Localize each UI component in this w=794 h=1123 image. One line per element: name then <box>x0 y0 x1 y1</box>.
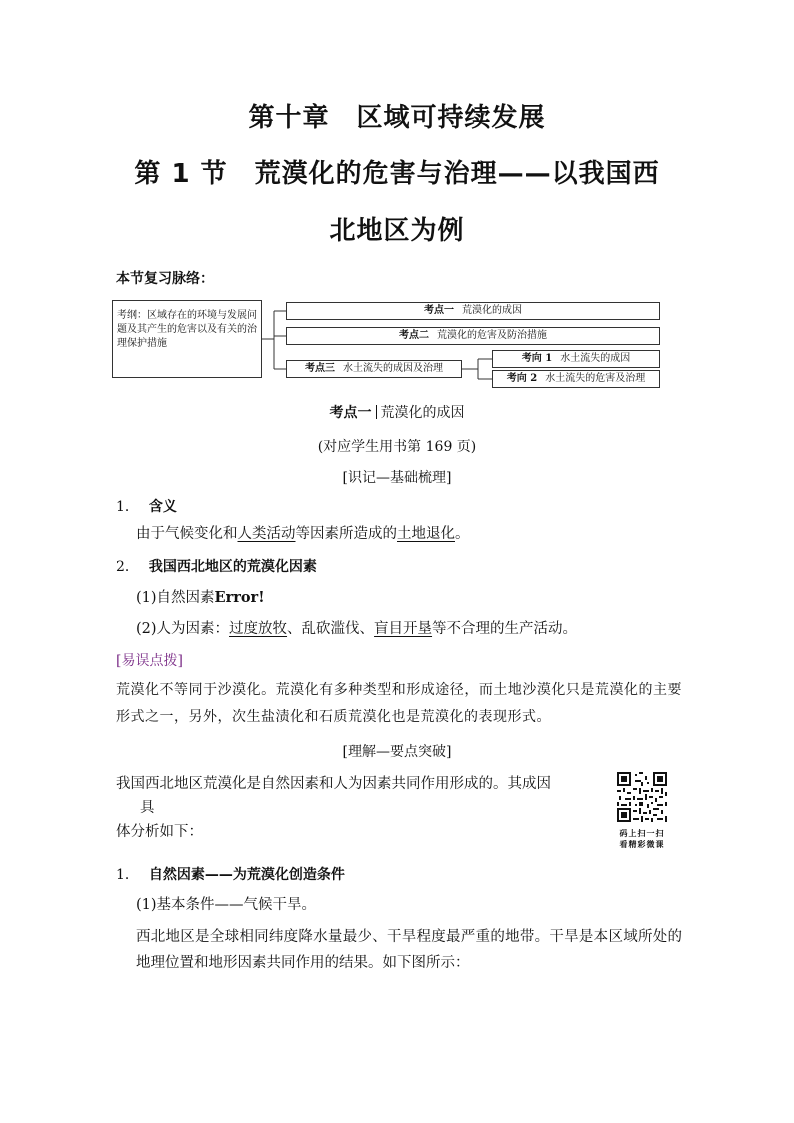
point1-text: 荒漠化的成因 <box>462 305 522 316</box>
item2-sub1-prefix: (1)自然因素 <box>136 590 215 606</box>
point-heading-title: 荒漠化的成因 <box>380 405 465 421</box>
item2-underline-reclamation: 盲目开垦 <box>374 621 433 637</box>
memorize-heading: [识记—基础梳理] <box>342 470 452 486</box>
subpoint1-key: 考向 1 <box>521 353 553 364</box>
point3-box <box>286 360 462 378</box>
item1-text-a: 由于气候变化和 <box>136 526 238 542</box>
tip-body: 荒漠化不等同于沙漠化。荒漠化有多种类型和形成途径，而土地沙漠化只是荒漠化的主要形式之一，另外，次生盐渍化和石质荒漠化也是荒漠化的表现形式。 <box>116 682 682 725</box>
point-heading <box>0 402 794 422</box>
page-reference: (对应学生用书第 169 页) <box>317 439 477 455</box>
chapter-title: 第十章 区域可持续发展 <box>248 103 546 133</box>
item1-underline-land-degradation: 土地退化 <box>397 526 455 542</box>
analysis-line2: 具 <box>140 800 155 816</box>
item1-title: 含义 <box>148 499 177 515</box>
qr-code-block[interactable] <box>614 772 670 850</box>
item1-text-b: 等因素所造成的 <box>295 526 397 542</box>
review-label: 本节复习脉络： <box>116 271 214 287</box>
item2-natural-factors <box>136 587 265 609</box>
item1-number: 1． <box>116 499 139 515</box>
item2-human-factors <box>136 618 577 640</box>
understand-heading: [理解—要点突破] <box>342 744 452 760</box>
tip-heading: [易误点拨] <box>116 653 183 669</box>
qr-caption <box>614 828 670 850</box>
point2-key: 考点二 <box>399 330 429 341</box>
item2-number: 2． <box>116 559 139 575</box>
subpoint2-key: 考向 2 <box>506 373 538 384</box>
point2-box <box>286 327 660 345</box>
item2-error-text: Error! <box>214 589 265 606</box>
section-title-line1: 第 1 节 荒漠化的危害与治理——以我国西 <box>134 159 660 189</box>
item2-sub2-end: 等不合理的生产活动。 <box>432 621 578 637</box>
point1-key: 考点一 <box>424 305 454 316</box>
item1-text-c: 。 <box>455 526 470 542</box>
analysis-intro <box>116 772 594 844</box>
item1-definition <box>136 523 470 545</box>
qr-code-icon[interactable] <box>617 772 667 822</box>
subpoint1-text: 水土流失的成因 <box>560 353 631 364</box>
analysis-line3: 体分析如下： <box>116 824 203 840</box>
point3-key: 考点三 <box>305 363 335 374</box>
item2-sub2-prefix: (2)人为因素： <box>136 621 230 637</box>
point-heading-key: 考点一 <box>329 405 372 421</box>
item2-underline-overgrazing: 过度放牧 <box>229 621 288 637</box>
natural-factor-sub1: (1)基本条件——气候干旱。 <box>136 897 317 913</box>
natural-factor-number: 1． <box>116 867 139 883</box>
item2-heading <box>116 556 317 576</box>
point1-box <box>286 302 660 320</box>
item1-heading <box>116 496 177 516</box>
item2-sub2-mid: 、乱砍滥伐、 <box>287 621 375 637</box>
subpoint1-box <box>492 350 660 368</box>
subpoint2-text: 水土流失的危害及治理 <box>545 373 646 384</box>
natural-factor-text: 西北地区是全球相同纬度降水量最少、干旱程度最严重的地带。干旱是本区域所处的地理位置和地形因素共同作用的结果。如下图所示： <box>136 929 682 971</box>
natural-factor-title: 自然因素——为荒漠化创造条件 <box>148 867 345 883</box>
item1-underline-human-activity: 人类活动 <box>237 526 296 542</box>
item2-title: 我国西北地区的荒漠化因素 <box>148 559 317 575</box>
outline-box: 考纲：区域存在的环境与发展问题及其产生的危害以及有关的治理保护措施 <box>112 300 262 378</box>
natural-factor-heading <box>116 864 345 884</box>
section-title-line2: 北地区为例 <box>329 216 465 246</box>
review-mindmap <box>112 296 664 390</box>
point3-text: 水土流失的成因及治理 <box>343 363 443 374</box>
point2-text: 荒漠化的危害及防治措施 <box>437 330 547 341</box>
qr-caption-line2: 看精彩微课 <box>619 839 665 849</box>
subpoint2-box <box>492 370 660 388</box>
point-heading-divider <box>376 405 377 419</box>
qr-caption-line1: 码上扫一扫 <box>619 828 665 838</box>
analysis-line1: 我国西北地区荒漠化是自然因素和人为因素共同作用形成的。其成因 <box>116 776 551 792</box>
